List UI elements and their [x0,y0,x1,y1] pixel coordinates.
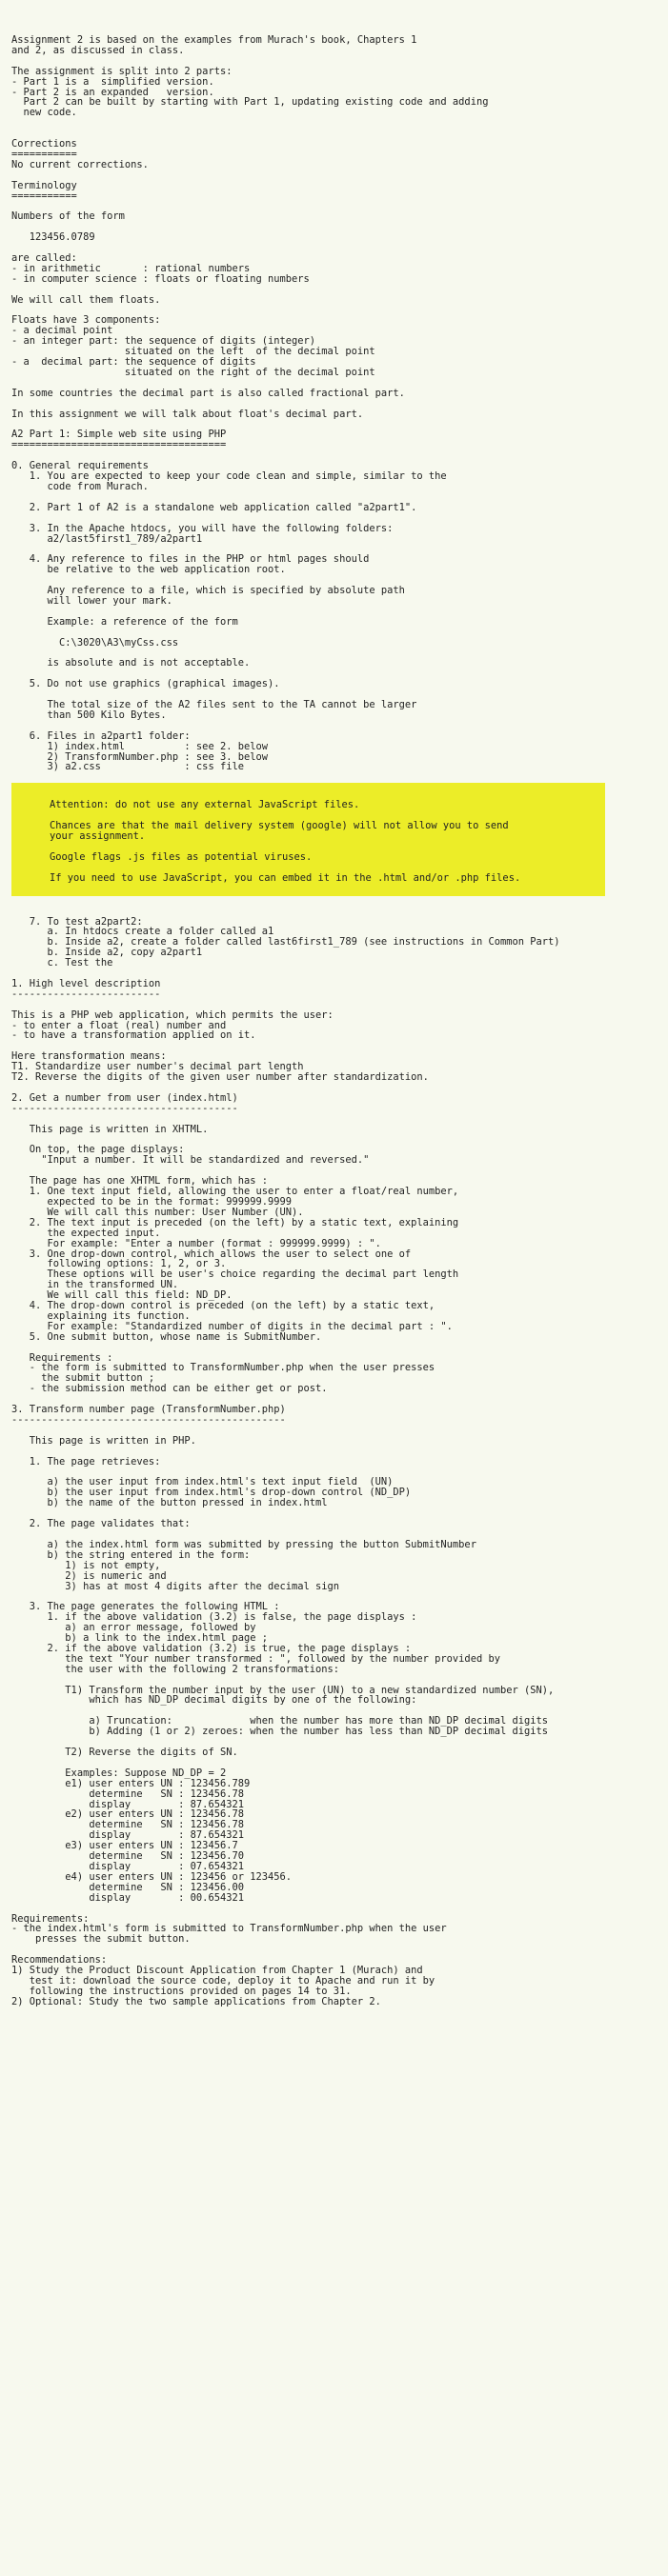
assignment-body-text: 7. To test a2part2: a. In htdocs create a folder called a1 b. Inside a2, create a folder called last6first1_789 (see instructions in Common Part) b. Inside a2, copy a2part1 c. Test the 1. High level description ------------------------- This is a PHP web application, which permits the user: - to enter a float (real) number and - to have a transformation applied on it. Here transformation means: T1. Standardize user number's decimal part length T2. Reverse the digits of the given user number after standardization. 2. Get a number from user (index.html) -------------------------------------- This page is written in XHTML. On top, the page displays: "Input a number. It will be standardized and reversed." The page has one XHTML form, which has : 1. One text input field, allowing the user to enter a float/real number, expected to be in the format: 999999.9999 We will call this number: User Number (UN). 2. The text input is preceded (on the left) by a static text, explaining the expected input. For example: "Enter a number (format : 999999.9999) : ". 3. One drop-down control, which allows the user to select one of following options: 1, 2, or 3. These options will be user's choice regarding the decimal part length in the transformed UN. We will call this field: ND_DP. 4. The drop-down control is preceded (on the left) by a static text, explaining its function. For example: "Standardized number of digits in the decimal part : ". 5. One submit button, whose name is SubmitNumber. Requirements : - the form is submitted to TransformNumber.php when the user presses the submit button ; - the submission method can be either get or post. 3. Transform number page (TransformNumber.php) ---------------------------------------------- This page is written in PHP. 1. The page retrieves: a) the user input from index.html's text input field (UN) b) the user input from index.html's drop-down control (ND_DP) b) the name of the button pressed in index.html 2. The page validates that: a) the index.html form was submitted by pressing the button SubmitNumber b) the string entered in the form: 1) is not empty, 2) is numeric and 3) has at most 4 digits after the decimal sign 3. The page generates the following HTML : 1. if the above validation (3.2) is false, the page displays : a) an error message, followed by b) a link to the index.html page ; 2. if the above validation (3.2) is true, the page displays : the text "Your number transformed : ", followed by the number provided by the user with the following 2 transformations: T1) Transform the number input by the user (UN) to a new standardized number (SN), which has ND_DP decimal digits by one of the following: a) Truncation: when the number has more than ND_DP decimal digits b) Adding (1 or 2) zeroes: when the number has less than ND_DP decimal digits T2) Reverse the digits of SN. Examples: Suppose ND_DP = 2 e1) user enters UN : 123456.789 determine SN : 123456.78 display : 87.654321 e2) user enters UN : 123456.78 determine SN : 123456.78 display : 87.654321 e3) user enters UN : 123456.7 determine SN : 123456.70 display : 07.654321 e4) user enters UN : 123456 or 123456. determine SN : 123456.00 display : 00.654321 Requirements: - the index.html's form is submitted to TransformNumber.php when the user presses the submit button. Recommendations: 1) Study the Product Discount Application from Chapter 1 (Murach) and test it: download the source code, deploy it to Apache and run it by following the instructions provided on pages 14 to 31. 2) Optional: Study the two sample applications from Chapter 2. [11,915,560,2007]
assignment-intro-text: Assignment 2 is based on the examples from Murach's book, Chapters 1 and 2, as discussed in class. The assignment is split into 2 parts: - Part 1 is a simplified version. - Part 2 is an expanded version. Part 2 can be built by starting with Part 1, updating existing code and adding new code. Corrections =========== No current corrections. Terminology =========== Numbers of the form 123456.0789 are called: - in arithmetic : rational numbers - in computer science : floats or floating numbers We will call them floats. Floats have 3 components: - a decimal point - an integer part: the sequence of digits (integer) situated on the left of the decimal point - a decimal part: the sequence of digits situated on the right of the decimal point In some countries the decimal part is also called fractional part. In this assignment we will talk about float's decimal part. A2 Part 1: Simple web site using PHP ==================================== 0. General requirements 1. You are expected to keep your code clean and simple, similar to the code from Murach. 2. Part 1 of A2 is a standalone web application called "a2part1". 3. In the Apache htdocs, you will have the following folders: a2/last5first1_789/a2part1 4. Any reference to files in the PHP or html pages should be relative to the web application root. Any reference to a file, which is specified by absolute path will lower your mark. Example: a reference of the form C:\3020\A3\myCss.css is absolute and is not acceptable. 5. Do not use graphics (graphical images). The total size of the A2 files sent to the TA cannot be larger than 500 Kilo Bytes. 6. Files in a2part1 folder: 1) index.html : see 2. below 2) TransformNumber.php : see 3. below 3) a2.css : css file [11,34,489,773]
javascript-warning-text: Attention: do not use any external JavaScript files. Chances are that the mail delivery system (google) will not allow you to send your assignment. Google flags .js files as potential viruses. If you need to use JavaScript, you can embed it in the .html and/or .php files. [50,799,521,884]
javascript-warning-callout [11,783,605,895]
